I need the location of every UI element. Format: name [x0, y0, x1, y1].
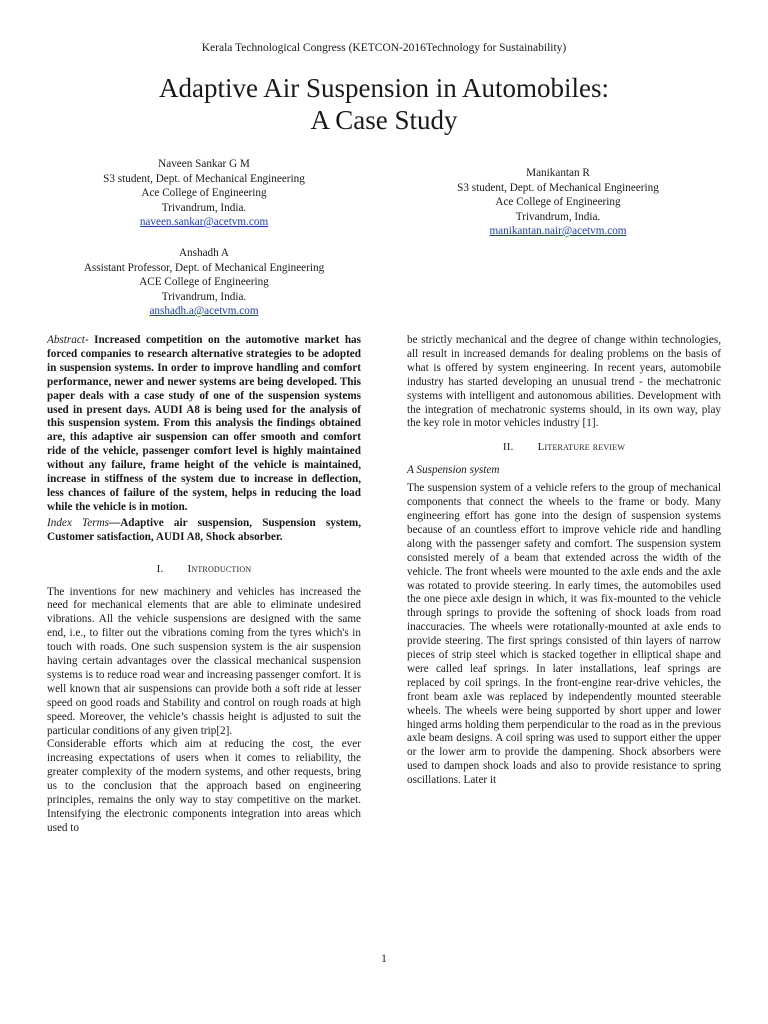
- index-terms: [47, 517, 361, 545]
- author-block-2: [408, 166, 708, 239]
- author-college: ACE College of Engineering: [139, 276, 269, 288]
- author-city: Trivandrum, India.: [515, 210, 601, 223]
- paper-title-line-1: Adaptive Air Suspension in Automobiles:: [159, 73, 609, 103]
- author-email-link[interactable]: naveen.sankar@acetvm.com: [139, 216, 269, 228]
- section-heading-literature-review: [407, 441, 721, 455]
- paragraph: The inventions for new machinery and vehicles has increased the need for mechanical elements that are able to eliminate undesired vibrations. All the vehicle suspensions are designed with the same end, i.e., to filter out the vibrations coming from the tyres which's in touch with roads. One such suspension system is the air suspension having certain advantages over the classical mechanical suspension systems is to reduce road wear and increasing passenger comfort. It is well known that air suspensions can provide both a soft ride at lesser speed on good roads and Stability and control on rough roads at high speed. Moreover, the vehicle’s chassis height is adjusted to suit the particular conditions of any given trip[2].: [47, 585, 361, 737]
- author-college: Ace College of Engineering: [141, 187, 267, 199]
- author-block-1: [54, 157, 354, 230]
- author-city: Trivandrum, India.: [161, 201, 247, 214]
- index-terms-text: —Adaptive air suspension, Suspension system, Customer satisfaction, AUDI A8, Shock absorber.: [47, 516, 361, 543]
- right-column: [407, 334, 721, 788]
- abstract-text: Increased competition on the automotive market has forced companies to research alternative strategies to be adopted in suspension systems. In order to improve handling and comfort performance, newer and newer systems are being developed. This paper deals with a case study of one of the suspension systems used in present days. AUDI A8 is being used for the analysis of this suspension system. From this analysis the findings obtained are, this adaptive air suspension can offer smooth and comfort ride of the vehicle, passenger comfort level is highly maintained without any failure, frame height of the vehicle is maintained, increase in stiffness of the system due to increase in deflection, less chances of failure of the system, helps in reducing the load while the vehicle is in motion.: [47, 334, 361, 513]
- index-terms-label: Index Terms: [47, 516, 109, 529]
- author-email-link[interactable]: manikantan.nair@acetvm.com: [489, 225, 627, 237]
- author-name: Naveen Sankar G M: [158, 158, 250, 170]
- author-city: Trivandrum, India.: [161, 290, 247, 303]
- conference-header: Kerala Technological Congress (KETCON-2016Technology for Sustainability): [201, 42, 567, 54]
- page-number: 1: [381, 953, 387, 965]
- section-title: Literature review: [537, 441, 626, 454]
- paragraph: The suspension system of a vehicle refers to the group of mechanical components that connect the wheels to the frame or body. Many engineering effort has gone into the design of suspension systems because of an countless effort to improve vehicle ride and handling along with the passenger safety and comfort. The suspension system consisted merely of a beam that extended across the width of the vehicle. The front wheels were mounted to the axle ends and the axle was rotated to provide steering. In early times, the automobiles used the one piece axle design in which, it was fix-mounted to the vehicle through springs to provide the softening of shock loads from road inaccuracies. The wheels were rotationally-mounted at axle ends to provide steering. The first springs consisted of thin layers of narrow pieces of strip steel which is stacked together in elliptical shape and were called leaf springs. In later installations, leaf springs are replaced by coil springs. In the front-engine rear-drive vehicles, the front beam axle was replaced by independently mounted steerable wheels. The wheels were being supported by short upper and lower hinged arms holding them perpendicular to the road as in the previous axle beam designs. A coil spring was used to support either the upper or the lower arm to provide the dampening. Shock absorbers were used to dampen shock loads and also to provide resistance to spring oscillations. Later it: [407, 482, 721, 787]
- author-email-link[interactable]: anshadh.a@acetvm.com: [149, 305, 259, 317]
- author-name: Manikantan R: [526, 167, 590, 179]
- abstract: [47, 334, 361, 515]
- abstract-label: Abstract-: [47, 334, 89, 346]
- subsection-heading: A Suspension system: [407, 464, 500, 477]
- left-column: [47, 334, 361, 836]
- section-heading-introduction: [47, 563, 361, 577]
- section-title: Introduction: [187, 562, 252, 575]
- author-role: S3 student, Dept. of Mechanical Engineering: [457, 181, 659, 194]
- author-role: S3 student, Dept. of Mechanical Engineering: [103, 172, 305, 185]
- paper-title-line-2: A Case Study: [310, 105, 458, 135]
- paragraph: Considerable efforts which aim at reducing the cost, the ever increasing expectations of users when it comes to reliability, the greater complexity of the modern systems, and other requests, bring us to the conclusion that the approach based on engineering principles, remains the only way to stay competitive on the market. Intensifying the electronic components integration into areas which used to: [47, 738, 361, 834]
- section-number: II.: [502, 441, 514, 454]
- author-block-3: [54, 246, 354, 319]
- author-name: Anshadh A: [178, 247, 230, 259]
- section-number: I.: [156, 562, 164, 575]
- author-college: Ace College of Engineering: [495, 196, 621, 208]
- paragraph: be strictly mechanical and the degree of change within technologies, all result in increased demands for dealing problems on the basis of what is offered by system engineering. In recent years, automobile industry has started developing an unusual trend - the mechatronic systems with intelligent and autonomous abilities. Development with the integration of mechatronic systems should, in its own way, play the key role in motor vehicles industry [1].: [407, 334, 721, 430]
- author-role: Assistant Professor, Dept. of Mechanical Engineering: [83, 261, 325, 274]
- paper-title: [0, 72, 768, 136]
